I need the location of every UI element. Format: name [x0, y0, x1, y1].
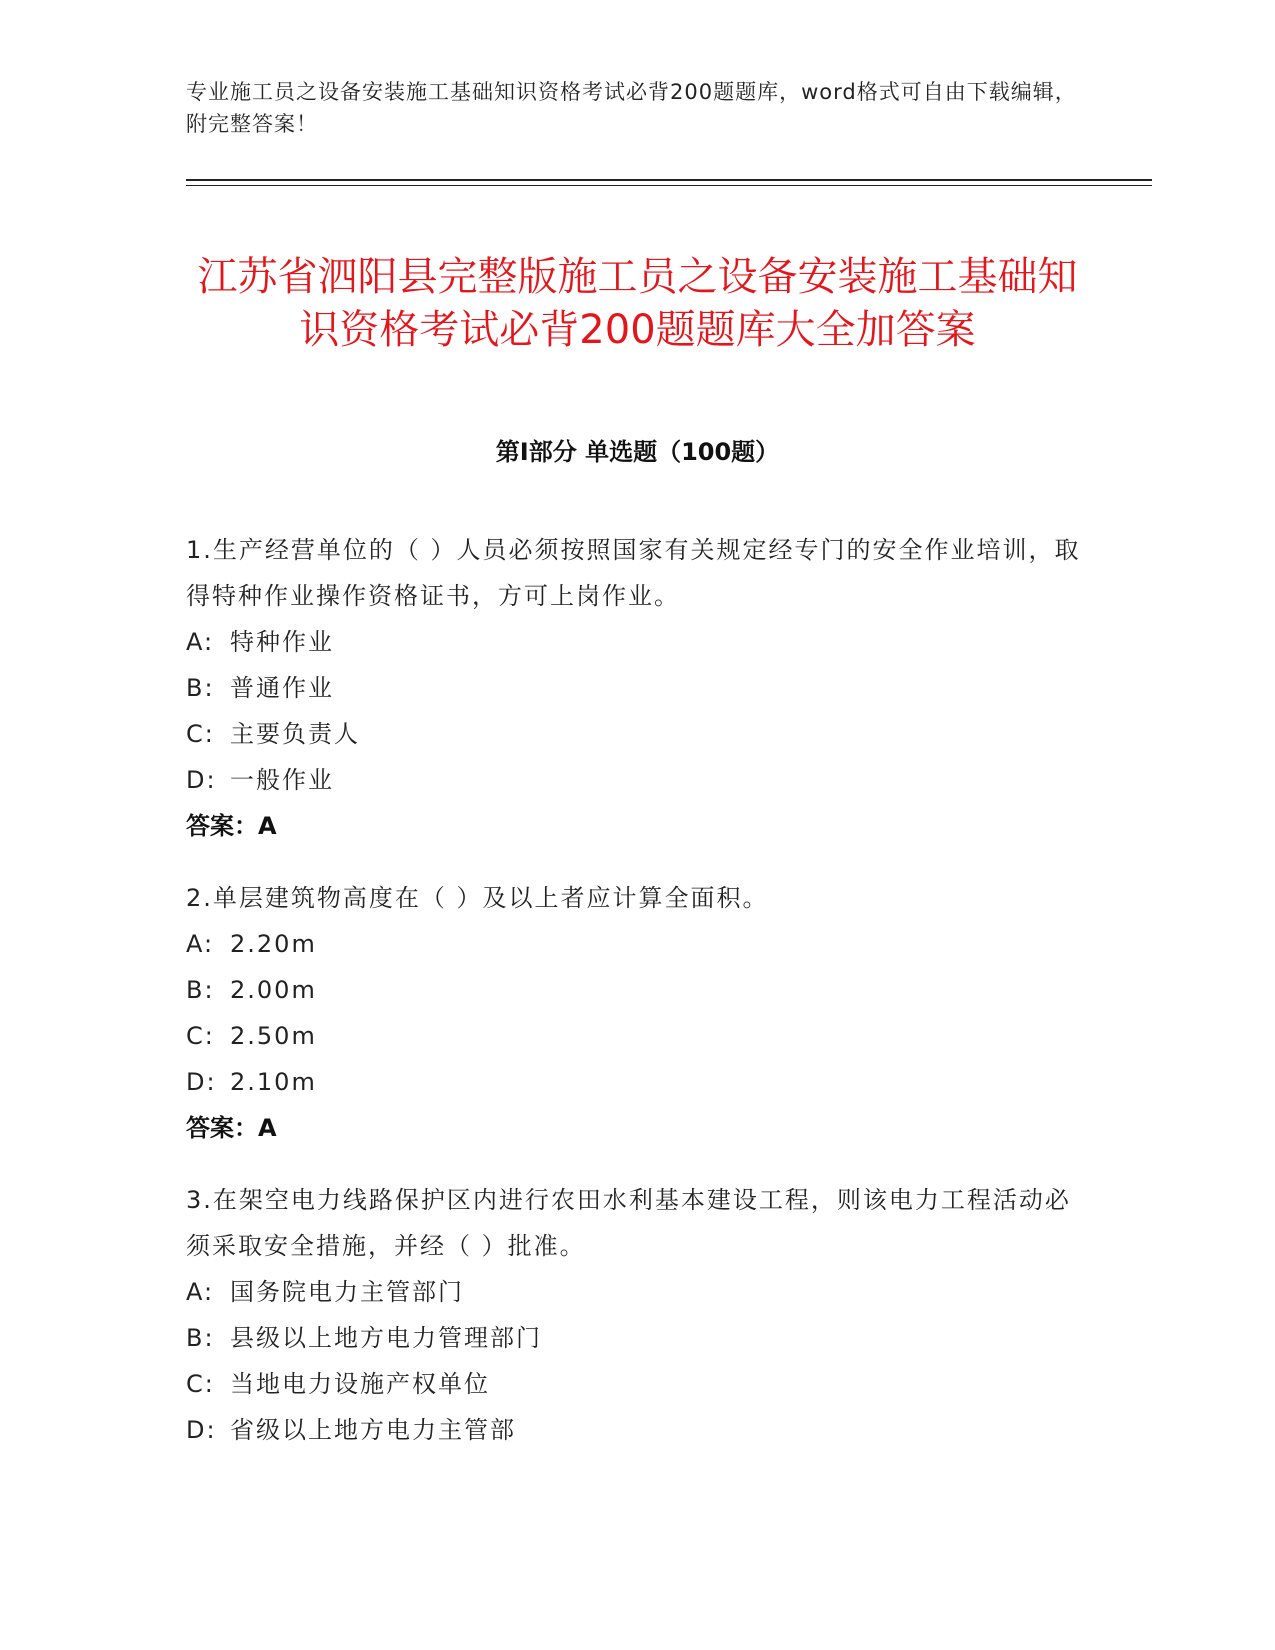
option-text: 当地电力设施产权单位: [230, 1370, 490, 1398]
option-c: [186, 1361, 1086, 1407]
answer-line: 答案：A: [186, 1114, 277, 1142]
option-a: [186, 1269, 1086, 1315]
question-stem: 3.在架空电力线路保护区内进行农田水利基本建设工程，则该电力工程活动必须采取安全措施，并经（ ）批准。: [186, 1186, 1071, 1260]
option-d: [186, 1407, 1086, 1453]
option-key: A:: [186, 1278, 215, 1306]
question-stem: 1.生产经营单位的（ ）人员必须按照国家有关规定经专门的安全作业培训，取得特种作业操作资格证书，方可上岗作业。: [186, 536, 1081, 610]
document-title: 江苏省泗阳县完整版施工员之设备安装施工基础知识资格考试必背200题题库大全加答案: [197, 253, 1078, 353]
option-a: [186, 921, 1086, 967]
option-text: 县级以上地方电力管理部门: [230, 1324, 542, 1352]
question-1: [186, 527, 1086, 849]
section-heading: 第Ⅰ部分 单选题（100题）: [495, 438, 780, 466]
question-list: [186, 527, 1086, 1479]
option-text: 省级以上地方电力主管部: [230, 1416, 516, 1444]
option-key: C:: [186, 1022, 215, 1050]
question-stem: 2.单层建筑物高度在（ ）及以上者应计算全面积。: [186, 884, 769, 912]
option-text: 2.50m: [230, 1022, 317, 1050]
option-d: [186, 757, 1086, 803]
option-text: 主要负责人: [230, 720, 360, 748]
option-key: B:: [186, 1324, 215, 1352]
option-key: A:: [186, 930, 215, 958]
option-key: D:: [186, 766, 217, 794]
option-b: [186, 1315, 1086, 1361]
option-text: 2.20m: [230, 930, 317, 958]
option-key: C:: [186, 720, 215, 748]
header-divider-thick: [186, 179, 1152, 181]
answer-line: 答案：A: [186, 812, 277, 840]
option-key: B:: [186, 674, 215, 702]
option-text: 国务院电力主管部门: [230, 1278, 464, 1306]
option-text: 2.00m: [230, 976, 317, 1004]
option-key: B:: [186, 976, 215, 1004]
option-key: D:: [186, 1416, 217, 1444]
option-c: [186, 1013, 1086, 1059]
option-b: [186, 967, 1086, 1013]
header-divider-thin: [186, 185, 1152, 186]
option-text: 一般作业: [230, 766, 334, 794]
option-key: C:: [186, 1370, 215, 1398]
option-text: 2.10m: [230, 1068, 317, 1096]
option-d: [186, 1059, 1086, 1105]
question-3: [186, 1177, 1086, 1453]
document-header-note: 专业施工员之设备安装施工基础知识资格考试必背200题题库，word格式可自由下载编辑，附完整答案！: [186, 80, 1077, 136]
option-a: [186, 619, 1086, 665]
option-b: [186, 665, 1086, 711]
option-key: A:: [186, 628, 215, 656]
option-text: 特种作业: [230, 628, 334, 656]
question-2: [186, 875, 1086, 1151]
option-key: D:: [186, 1068, 217, 1096]
option-text: 普通作业: [230, 674, 334, 702]
option-c: [186, 711, 1086, 757]
